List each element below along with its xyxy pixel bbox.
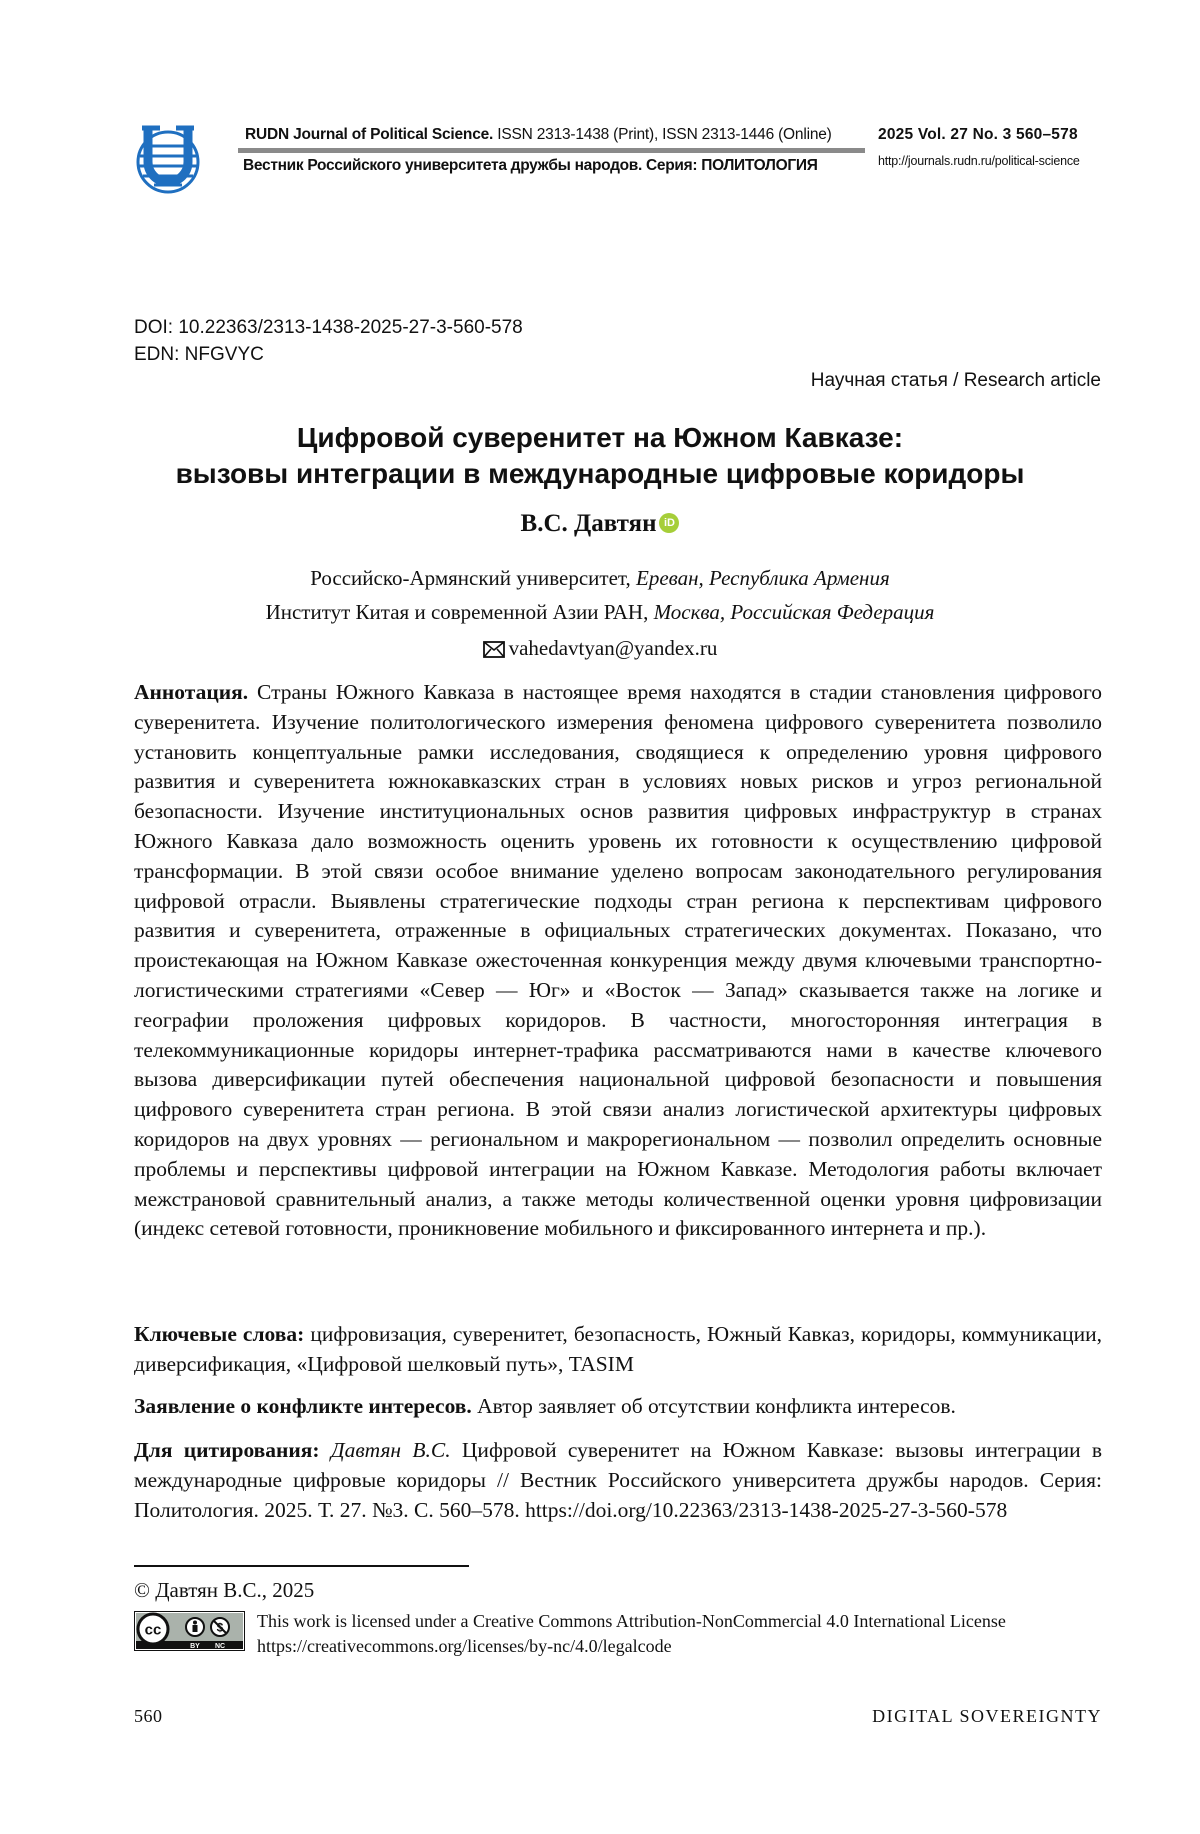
article-title-line1: Цифровой суверенитет на Южном Кавказе: [100,420,1100,456]
author-name: В.С. Давтян [521,510,657,537]
citation [134,1436,1102,1525]
citation-text: Цифровой суверенитет на Южном Кавказе: вызовы интеграции в международные цифровые коридоры // Вестник Российского университета дружбы народов. Серия: Политология. 2025. Т. 27. №3. С. 560–578. https://doi.org/10.22363/2313-1438-2025-27-3-560-578 [134,1438,1102,1522]
keywords-text: цифровизация, суверенитет, безопасность, Южный Кавказ, коридоры, коммуникации, диверсификация, «Цифровой шелковый путь», TASIM [134,1322,1102,1376]
keywords-label: Ключевые слова: [134,1322,304,1346]
affiliation-org: Российско-Армянский университет, [310,566,631,590]
conflict-label: Заявление о конфликте интересов. [134,1394,472,1418]
keywords [134,1320,1102,1380]
license-url[interactable]: https://creativecommons.org/licenses/by-nc/4.0/legalcode [257,1634,1006,1659]
footnote-rule [134,1565,469,1567]
issue-year: 2025 [878,126,913,143]
doi[interactable]: DOI: 10.22363/2313-1438-2025-27-3-560-578 [134,314,523,341]
license-text [257,1609,1006,1659]
cc-badge-by-label: BY [190,1643,200,1650]
affiliation-2 [0,600,1200,625]
affiliation-place: Москва, Российская Федерация [654,600,935,624]
envelope-icon [483,641,505,658]
issue-no: 3 [1003,126,1012,143]
issue-pages: 560–578 [1016,126,1078,143]
issue-info [878,126,1078,144]
journal-url[interactable]: http://journals.rudn.ru/political-science [878,154,1080,168]
issue-vol: 27 [950,126,968,143]
issue-vol-label: Vol. [918,126,946,143]
edn: EDN: NFGVYC [134,341,523,368]
journal-title: RUDN Journal of Political Science. [245,126,493,143]
cc-license-badge-icon[interactable] [134,1611,245,1651]
journal-logo-icon [130,122,206,198]
article-title [100,420,1100,492]
article-type: Научная статья / Research article [811,370,1101,392]
conflict-text: Автор заявляет об отсутствии конфликта интересов. [477,1394,956,1418]
conflict-statement [134,1392,1102,1422]
citation-author: Давтян В.С. [331,1438,451,1462]
header-rule [238,148,865,153]
journal-russian-title: Вестник Российского университета дружбы народов. Серия: ПОЛИТОЛОГИЯ [243,157,818,175]
page-number: 560 [134,1706,163,1727]
running-head: DIGITAL SOVEREIGNTY [872,1706,1102,1727]
abstract-text: Страны Южного Кавказа в настоящее время находятся в стадии становления цифрового суверенитета. Изучение политологического измерения феномена цифрового суверенитета позволило установить концептуальные рамки исследования, сводящиеся к определению уровня цифрового развития и суверенитета южнокавказских стран в условиях новых рисков и угроз региональной безопасности. Изучение институциональных основ развития цифровых инфраструктур в странах Южного Кавказа дало возможность оценить уровень их готовности к осуществлению цифровой трансформации. В этой связи особое внимание уделено вопросам законодательного регулирования цифровой отрасли. Выявлены стратегические подходы стран региона к перспективам цифрового развития и суверенитета, отраженные в официальных стратегических документах. Показано, что проистекающая на Южном Кавказе ожесточенная конкуренция между двумя ключевыми транспортно-логистическими стратегиями «Север — Юг» и «Восток — Запад» сказывается также на логике и географии проложения цифровых коридоров. В частности, многосторонняя интеграция в телекоммуникационные коридоры интернет-трафика рассматриваются нами в качестве ключевого вызова диверсификации путей обеспечения национальной цифровой безопасности и повышения цифрового суверенитета стран региона. В этой связи анализ логистической архитектуры цифровых коридоров на двух уровнях — региональном и макрорегиональном — позволил определить основные проблемы и перспективы цифровой интеграции на Южном Кавказе. Методология работы включает межстрановой сравнительный анализ, а также методы количественной оценки уровня цифровизации (индекс сетевой готовности, проникновение мобильного и фиксированного интернета и пр.). [134,680,1102,1240]
license-line1: This work is licensed under a Creative Commons Attribution-NonCommercial 4.0 International License [257,1609,1006,1634]
affiliation-org: Институт Китая и современной Азии РАН, [266,600,649,624]
author-email [0,636,1200,661]
orcid-icon[interactable]: iD [659,513,679,533]
issue-no-label: No. [973,126,999,143]
affiliation-1 [0,566,1200,591]
copyright: © Давтян В.С., 2025 [134,1578,314,1603]
abstract [134,678,1102,1244]
abstract-label: Аннотация. [134,680,248,704]
author [0,510,1200,538]
citation-label: Для цитирования: [134,1438,320,1462]
identifiers [134,314,523,368]
affiliation-place: Ереван, Республика Армения [636,566,890,590]
journal-header-line1 [245,126,832,144]
journal-issn: ISSN 2313-1438 (Print), ISSN 2313-1446 (Online) [497,126,831,143]
email-address[interactable]: vahedavtyan@yandex.ru [509,636,718,660]
article-title-line2: вызовы интеграции в международные цифровые коридоры [100,456,1100,492]
cc-badge-cc-label: cc [145,1622,162,1639]
cc-badge-nc-label: NC [215,1643,225,1650]
